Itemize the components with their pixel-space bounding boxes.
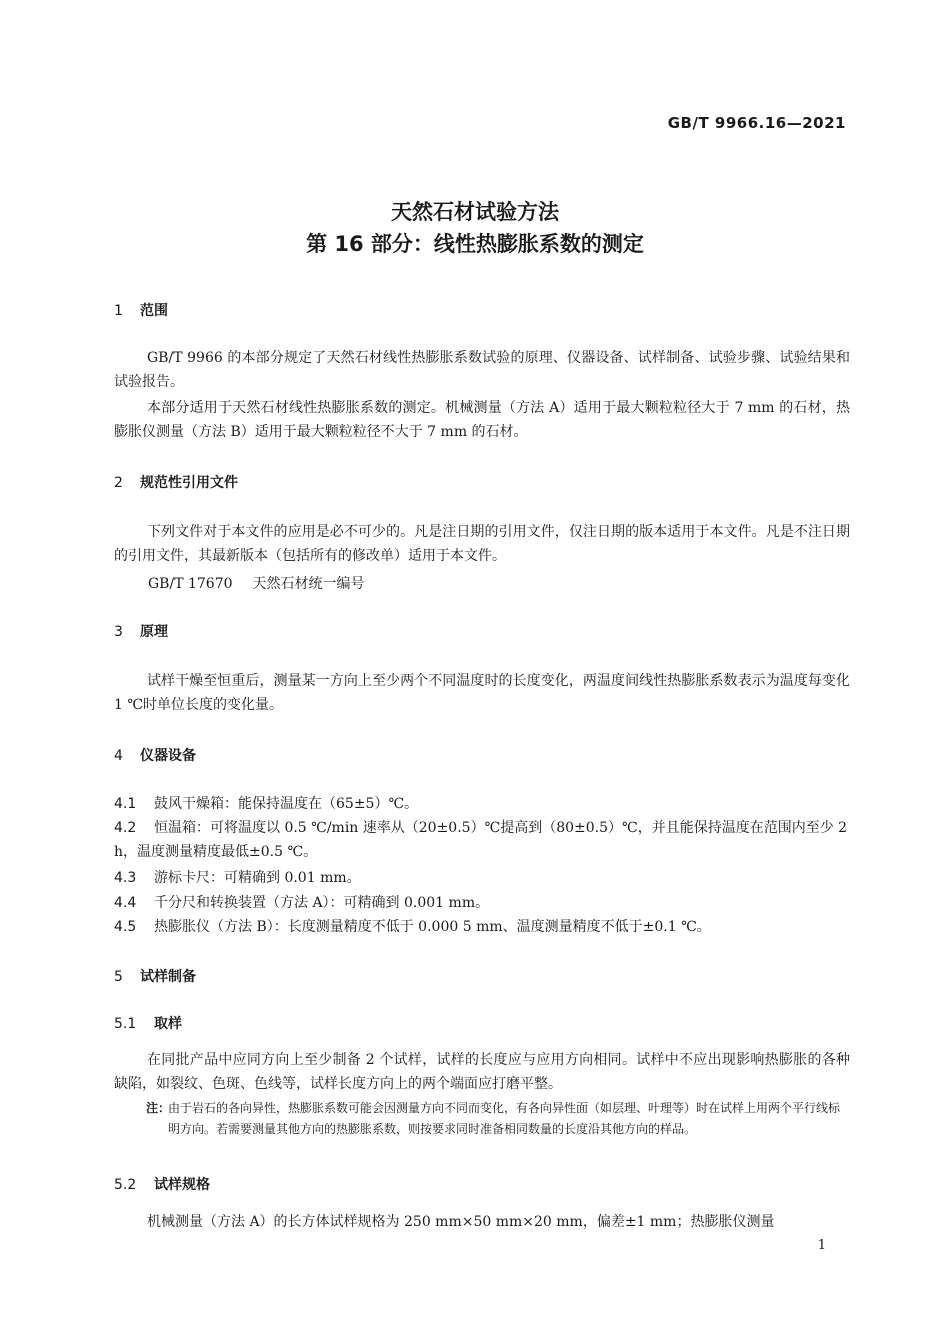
section-number: 4 (114, 748, 123, 764)
section-number: 1 (114, 303, 123, 319)
item-number: 4.4 (114, 895, 137, 911)
section-5-heading (114, 966, 196, 986)
subsection-title: 取样 (154, 1016, 182, 1032)
item-number: 4.2 (114, 820, 137, 836)
section-title: 范围 (140, 303, 168, 319)
equipment-item-4-2 (114, 816, 850, 864)
section-number: 5 (114, 969, 123, 985)
subsection-5-1-heading (114, 1013, 182, 1033)
item-text: 恒温箱：可将温度以 0.5 ℃/min 速率从（20±0.5）℃提高到（80±0.5）℃，并且能保持温度在范围内至少 2 h，温度测量精度最低±0.5 ℃。 (114, 820, 848, 860)
section-1-paragraph-1: GB/T 9966 的本部分规定了天然石材线性热膨胀系数试验的原理、仪器设备、试样制备、试验步骤、试验结果和试验报告。 (114, 350, 850, 390)
section-1-heading (114, 300, 168, 320)
note (146, 1098, 850, 1140)
note-text: 由于岩石的各向异性，热膨胀系数可能会因测量方向不同而变化，有各向异性面（如层理、叶理等）时在试样上用两个平行线标明方向。若需要测量其他方向的热膨胀系数，则按要求同时准备相同数量的长度沿其他方向的样品。 (168, 1101, 841, 1136)
reference-code: GB/T 17670 (148, 576, 233, 592)
section-number: 2 (114, 475, 123, 491)
section-2-heading (114, 472, 238, 492)
equipment-item-4-4 (114, 891, 850, 915)
subsection-number: 5.2 (114, 1177, 137, 1193)
standard-code: GB/T 9966.16—2021 (667, 114, 846, 132)
item-text: 游标卡尺：可精确到 0.01 mm。 (154, 870, 361, 886)
note-label: 注： (146, 1101, 171, 1115)
section-title: 仪器设备 (140, 748, 196, 764)
equipment-item-4-1 (114, 792, 850, 816)
subsection-title: 试样规格 (154, 1177, 210, 1193)
section-2-paragraph-1: 下列文件对于本文件的应用是必不可少的。凡是注日期的引用文件，仅注日期的版本适用于本文件。凡是不注日期的引用文件，其最新版本（包括所有的修改单）适用于本文件。 (114, 524, 850, 564)
equipment-item-4-3 (114, 866, 850, 890)
document-title-line2: 第 16 部分：线性热膨胀系数的测定 (306, 232, 644, 256)
section-title: 原理 (140, 624, 168, 640)
page-number: 1 (817, 1238, 826, 1253)
section-3-heading (114, 621, 168, 641)
section-number: 3 (114, 624, 123, 640)
subsection-number: 5.1 (114, 1016, 137, 1032)
item-number: 4.1 (114, 796, 137, 812)
subsection-5-2-paragraph: 机械测量（方法 A）的长方体试样规格为 250 mm×50 mm×20 mm，偏差±1 mm；热膨胀仪测量 (147, 1214, 775, 1230)
item-text: 千分尺和转换装置（方法 A）：可精确到 0.001 mm。 (154, 895, 490, 911)
section-title: 试样制备 (140, 969, 196, 985)
section-3-paragraph-1: 试样干燥至恒重后，测量某一方向上至少两个不同温度时的长度变化，两温度间线性热膨胀系数表示为温度每变化 1 ℃时单位长度的变化量。 (114, 673, 850, 713)
reference-title: 天然石材统一编号 (252, 576, 365, 592)
normative-reference (148, 573, 365, 593)
subsection-5-2-heading (114, 1174, 210, 1194)
subsection-5-1-paragraph: 在同批产品中应同方向上至少制备 2 个试样，试样的长度应与应用方向相同。试样中不应出现影响热膨胀的各种缺陷，如裂纹、色斑、色线等，试样长度方向上的两个端面应打磨平整。 (114, 1052, 850, 1092)
item-number: 4.5 (114, 919, 137, 935)
item-text: 热膨胀仪（方法 B）：长度测量精度不低于 0.000 5 mm、温度测量精度不低于±0.1 ℃。 (154, 919, 711, 935)
section-1-paragraph-2: 本部分适用于天然石材线性热膨胀系数的测定。机械测量（方法 A）适用于最大颗粒粒径大于 7 mm 的石材，热膨胀仪测量（方法 B）适用于最大颗粒粒径不大于 7 mm 的石材。 (114, 400, 850, 440)
section-title: 规范性引用文件 (140, 475, 238, 491)
equipment-item-4-5 (114, 915, 850, 939)
document-title-line1: 天然石材试验方法 (391, 200, 559, 224)
item-text: 鼓风干燥箱：能保持温度在（65±5）℃。 (154, 796, 419, 812)
item-number: 4.3 (114, 870, 137, 886)
section-4-heading (114, 745, 196, 765)
